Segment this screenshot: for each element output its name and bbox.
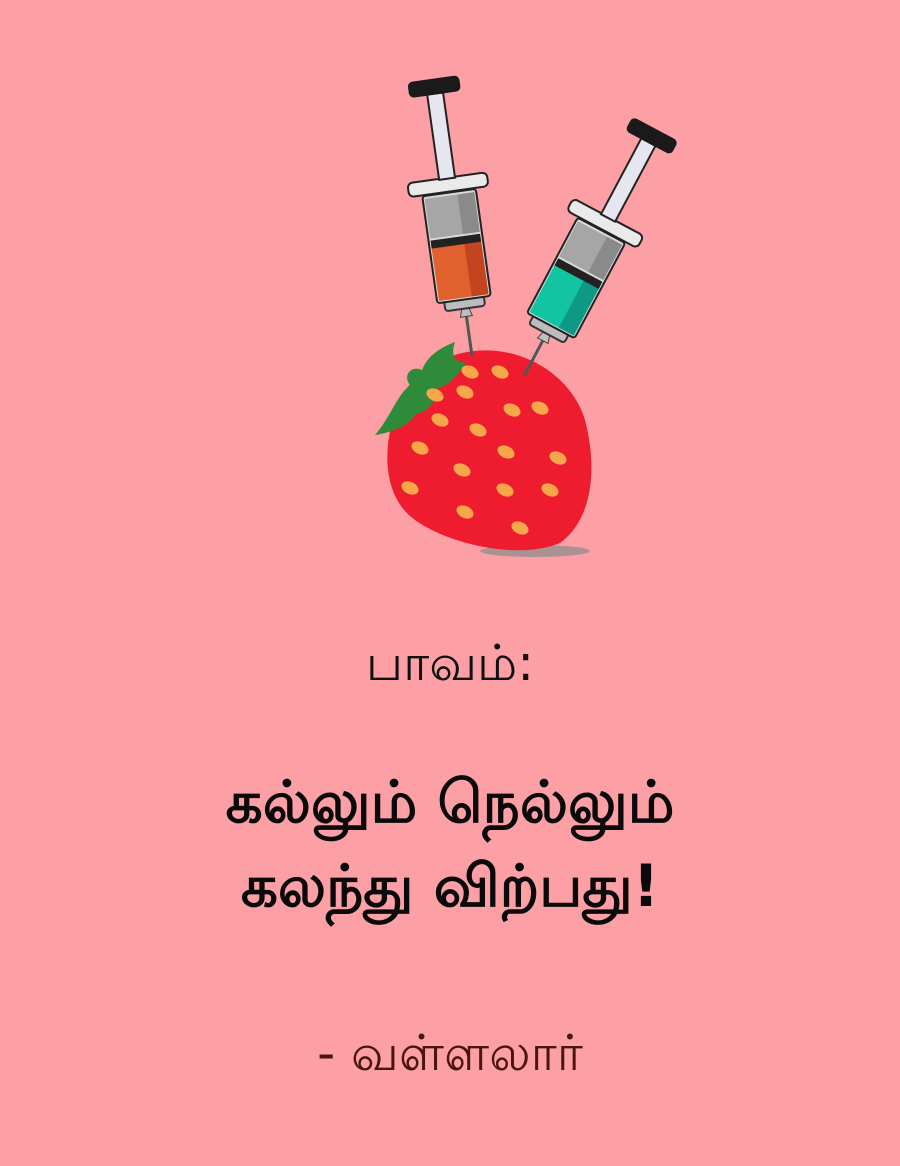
author-attribution: - வள்ளலார் <box>317 1024 583 1082</box>
quote-text <box>0 760 900 928</box>
heading-label: பாவம்: <box>365 634 535 692</box>
syringe-icon <box>489 110 691 395</box>
strawberry-icon <box>375 342 591 550</box>
syringe-icon <box>393 73 511 361</box>
strawberry-syringe-illustration <box>360 60 700 570</box>
quote-line-1: கல்லும் நெல்லும் <box>225 768 675 836</box>
quote-line-2: கலந்து விற்பது! <box>240 852 660 920</box>
